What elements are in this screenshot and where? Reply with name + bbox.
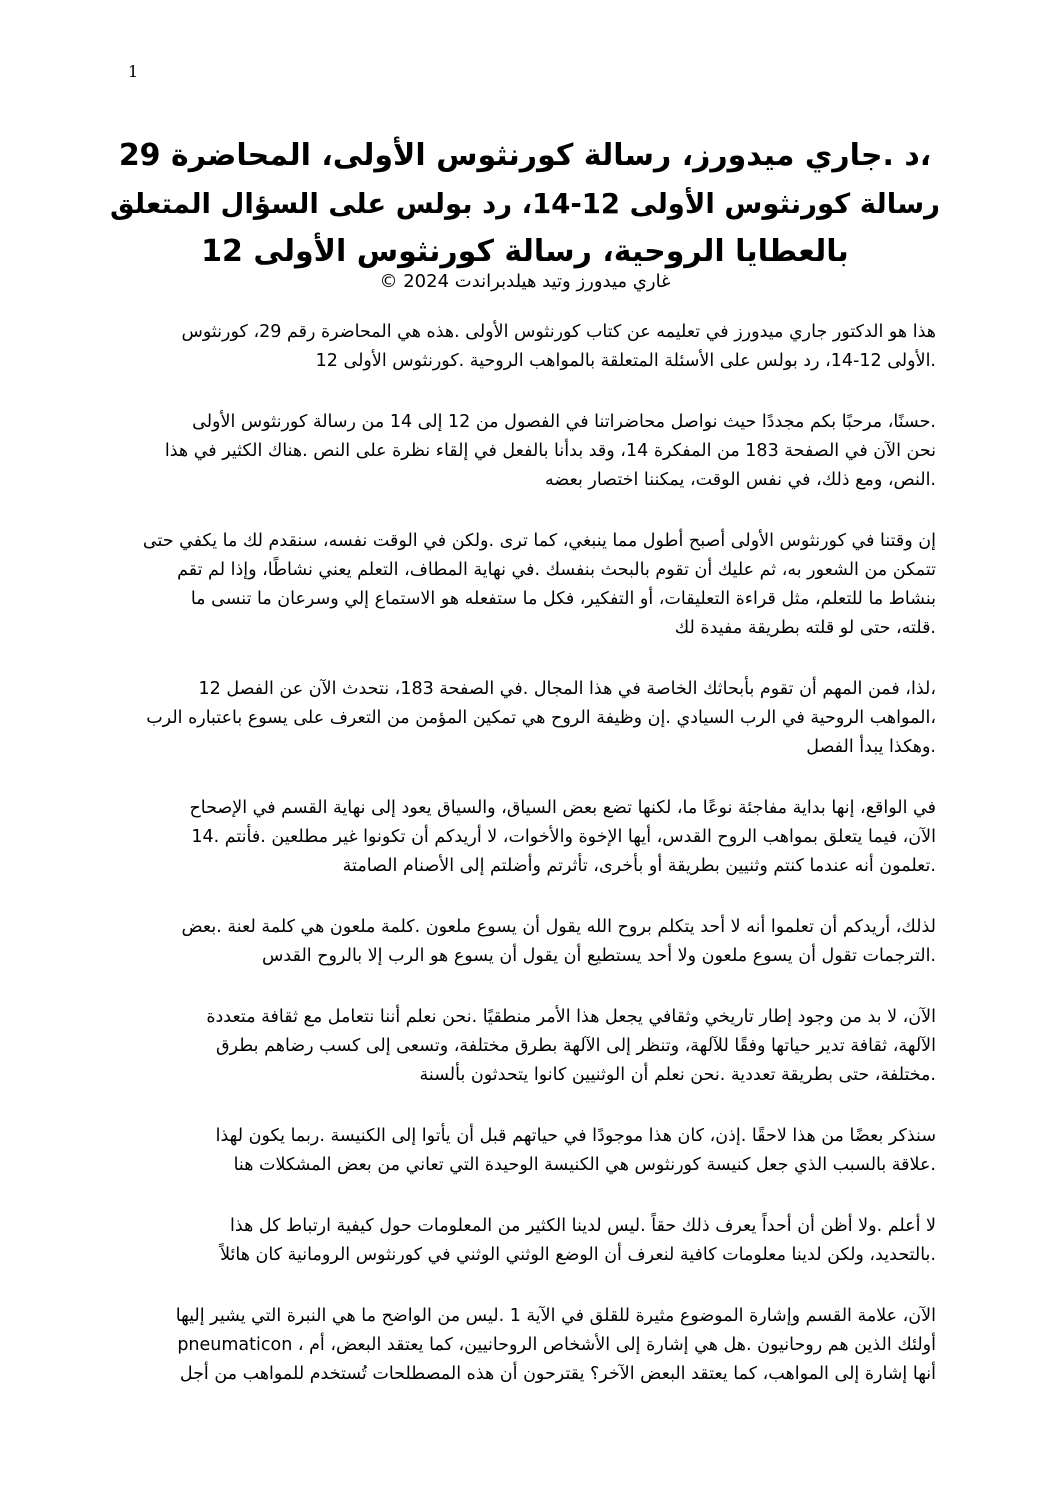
text-line: لا أعلم .ولا أظن أن أحداً يعرف ذلك حقاً .ليس لدينا الكثير من المعلومات حول كيفية ارتباط كل هذا xyxy=(230,1216,936,1236)
paragraph xyxy=(130,1212,936,1270)
paragraph xyxy=(130,318,936,376)
text-line: .الأولى 12-14، رد بولس على الأسئلة المتعلقة بالمواهب الروحية .كورنثوس الأولى 12 xyxy=(315,351,936,371)
text-line: الآن، علامة القسم وإشارة الموضوع مثيرة للقلق في الآية 1 .ليس من الواضح ما هي النبرة التي يشير إليها xyxy=(175,1306,936,1326)
paragraph xyxy=(130,1003,936,1090)
page-number: 1 xyxy=(128,62,139,81)
text-line: هذا هو الدكتور جاري ميدورز في تعليمه عن كتاب كورنثوس الأولى .هذه هي المحاضرة رقم 29، كورنثوس xyxy=(181,322,936,342)
text-line: أولئك الذين هم روحانيون .هل هي إشارة إلى الأشخاص الروحانيين، كما يعتقد البعض، أم ، pneumaticon xyxy=(177,1335,936,1355)
text-line: الآن، فيما يتعلق بمواهب الروح القدس، أيها الإخوة والأخوات، لا أريدكم أن تكونوا غير مطلعين .فأنتم .14 xyxy=(191,827,936,847)
document-body xyxy=(130,318,936,1421)
text-line: .الترجمات تقول أن يسوع ملعون ولا أحد يستطيع أن يقول أن يسوع هو الرب إلا بالروح القدس xyxy=(262,946,936,966)
text-line: .علاقة بالسبب الذي جعل كنيسة كورنثوس هي الكنيسة الوحيدة التي تعاني من بعض المشكلات هنا xyxy=(233,1155,936,1175)
text-line: ،لذا، فمن المهم أن تقوم بأبحاثك الخاصة في هذا المجال .في الصفحة 183، نتحدث الآن عن الفصل 12 xyxy=(198,679,936,699)
text-line: في الواقع، إنها بداية مفاجئة نوعًا ما، لكنها تضع بعض السياق، والسياق يعود إلى نهاية القسم في الإصحاح xyxy=(189,798,936,818)
paragraph xyxy=(130,913,936,971)
text-line: لذلك، أريدكم أن تعلموا أنه لا أحد يتكلم بروح الله يقول أن يسوع ملعون .كلمة ملعون هي كلمة لعنة .بعض xyxy=(181,917,936,937)
paragraph xyxy=(130,1122,936,1180)
paragraph xyxy=(130,794,936,881)
text-line: .وهكذا يبدأ الفصل xyxy=(806,737,936,757)
text-line: أنها إشارة إلى المواهب، كما يعتقد البعض الآخر؟ يقترحون أن هذه المصطلحات تُستخدم للمواهب من أجل xyxy=(179,1364,936,1384)
text-line: إن وقتنا في كورنثوس الأولى أصبح أطول مما ينبغي، كما ترى .ولكن في الوقت نفسه، سنقدم لك ما يكفي حتى xyxy=(142,531,936,551)
text-line: ،المواهب الروحية في الرب السيادي .إن وظيفة الروح هي تمكين المؤمن من التعرف على يسوع باعتباره الرب xyxy=(146,708,936,728)
text-line: تتمكن من الشعور به، ثم عليك أن تقوم بالبحث بنفسك .في نهاية المطاف، التعلم يعني نشاطًا، وإذا لم تقم xyxy=(177,560,936,580)
text-line: .تعلمون أنه عندما كنتم وثنيين بطريقة أو بأخرى، تأثرتم وأضلتم إلى الأصنام الصامتة xyxy=(342,856,936,876)
text-line: سنذكر بعضًا من هذا لاحقًا .إذن، كان هذا موجودًا في حياتهم قبل أن يأتوا إلى الكنيسة .ربما يكون لهذا xyxy=(215,1126,936,1146)
paragraph xyxy=(130,1302,936,1389)
title-line: رسالة كورنثوس الأولى 12-14، رد بولس على السؤال المتعلق xyxy=(110,188,940,220)
text-line: بنشاط ما للتعلم، مثل قراءة التعليقات، أو التفكير، فكل ما ستفعله هو الاستماع إلي وسرعان ما تنسى ما xyxy=(190,589,936,609)
paragraph xyxy=(130,408,936,495)
copyright-line: غاري ميدورز وتيد هيلدبراندت 2024 © xyxy=(379,271,671,292)
text-line: .النص، ومع ذلك، في نفس الوقت، يمكننا اختصار بعضه xyxy=(544,470,936,490)
paragraph xyxy=(130,675,936,762)
document-title-block xyxy=(110,132,940,294)
title-line: ،د .جاري ميدورز، رسالة كورنثوس الأولى، المحاضرة 29 xyxy=(118,138,932,173)
text-line: نحن الآن في الصفحة 183 من المفكرة 14، وقد بدأنا بالفعل في إلقاء نظرة على النص .هناك الكثير في هذا xyxy=(164,441,936,461)
title-line: بالعطايا الروحية، رسالة كورنثوس الأولى 12 xyxy=(201,234,849,269)
text-line: الآلهة، ثقافة تدير حياتها وفقًا للآلهة، وتنظر إلى الآلهة بطرق مختلفة، وتسعى إلى كسب رضاهم بطرق xyxy=(216,1036,936,1056)
text-line: .حسنًا، مرحبًا بكم مجددًا حيث نواصل محاضراتنا في الفصول من 12 إلى 14 من رسالة كورنثوس الأولى xyxy=(192,412,936,432)
text-line: الآن، لا بد من وجود إطار تاريخي وثقافي يجعل هذا الأمر منطقيًا .نحن نعلم أننا نتعامل مع ثقافة متعددة xyxy=(206,1007,936,1027)
text-line: .بالتحديد، ولكن لدينا معلومات كافية لنعرف أن الوضع الوثني الوثني في كورنثوس الرومانية كان هائلاً xyxy=(220,1245,936,1265)
paragraph xyxy=(130,527,936,643)
text-line: .قلته، حتى لو قلته بطريقة مفيدة لك xyxy=(674,618,936,638)
text-line: .مختلفة، حتى بطريقة تعددية .نحن نعلم أن الوثنيين كانوا يتحدثون بألسنة xyxy=(419,1065,936,1085)
